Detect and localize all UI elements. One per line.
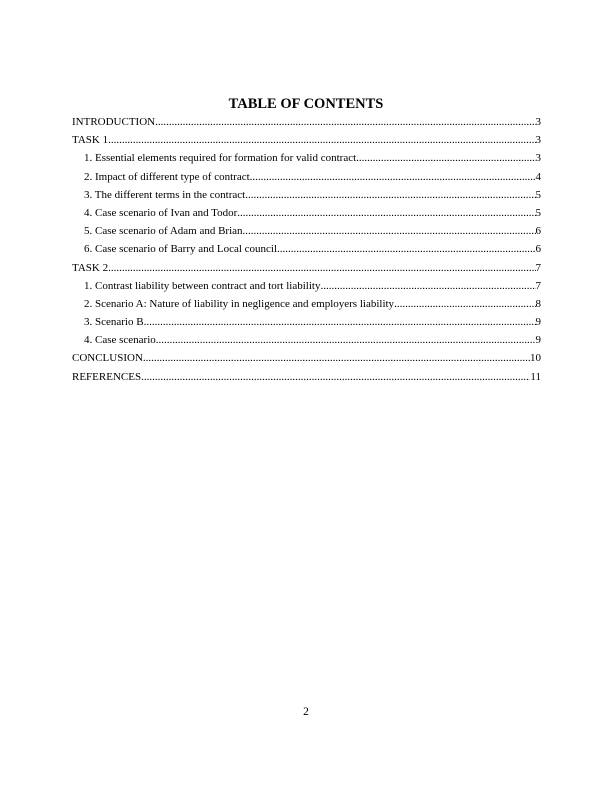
- toc-entry[interactable]: [72, 313, 541, 331]
- toc-entry-page: 10: [530, 352, 541, 365]
- toc-entry-page: 3: [535, 134, 541, 147]
- toc-entry-label: 2. Scenario A: Nature of liability in negligence and employers liability: [84, 297, 395, 310]
- toc-entry[interactable]: [72, 368, 541, 386]
- toc-entry[interactable]: [72, 295, 541, 313]
- toc-entry-label: 3. Scenario B: [84, 316, 144, 329]
- toc-dot-leader: [245, 186, 535, 204]
- page-number: 2: [303, 706, 309, 718]
- toc-dot-leader: [394, 295, 535, 313]
- toc-entry-page: 7: [535, 261, 541, 274]
- toc-dot-leader: [144, 313, 536, 331]
- toc-entry[interactable]: [72, 240, 541, 258]
- toc-dot-leader: [141, 368, 530, 386]
- toc-entry-page: 7: [535, 279, 541, 292]
- toc-entry-label: INTRODUCTION: [72, 116, 156, 128]
- toc-dot-leader: [156, 331, 536, 349]
- toc-entry[interactable]: [72, 277, 541, 295]
- toc-entry-page: 6: [535, 243, 541, 256]
- toc-entry[interactable]: [72, 259, 541, 277]
- toc-entry-label: REFERENCES: [72, 370, 142, 383]
- toc-entry[interactable]: [72, 186, 541, 204]
- toc-entry-label: 4. Case scenario of Ivan and Todor: [84, 206, 238, 219]
- toc-dot-leader: [108, 259, 535, 277]
- toc-entry-label: TASK 2: [72, 261, 109, 274]
- toc-entry[interactable]: [72, 222, 541, 240]
- toc-entry-page: 8: [535, 297, 541, 310]
- toc-entry[interactable]: [72, 149, 541, 167]
- toc-dot-leader: [108, 131, 535, 149]
- toc-entry-page: 5: [535, 206, 541, 219]
- page-title: TABLE OF CONTENTS: [228, 96, 384, 112]
- toc-entry-label: 4. Case scenario: [84, 334, 156, 347]
- toc-entry-page: 3: [535, 152, 541, 165]
- toc-entry-label: 1. Essential elements required for formation for valid contract: [84, 152, 357, 165]
- toc-entry-page: 5: [535, 188, 541, 201]
- toc-entry-label: 2. Impact of different type of contract: [84, 170, 250, 183]
- toc-entry-label: 5. Case scenario of Adam and Brian: [84, 225, 243, 238]
- toc-entry-label: 6. Case scenario of Barry and Local council: [84, 243, 278, 256]
- toc-entry[interactable]: [72, 131, 541, 149]
- toc-entry-page: 6: [535, 225, 541, 238]
- toc-entry[interactable]: [72, 168, 541, 186]
- toc-entry[interactable]: [72, 113, 541, 131]
- table-of-contents: [72, 113, 541, 386]
- toc-dot-leader: [320, 277, 535, 295]
- toc-entry-page: 9: [535, 334, 541, 347]
- toc-entry-label: 1. Contrast liability between contract and tort liability: [84, 279, 321, 292]
- toc-entry[interactable]: [72, 349, 541, 367]
- toc-entry-page: 11: [530, 370, 541, 383]
- toc-dot-leader: [277, 240, 535, 258]
- toc-dot-leader: [237, 204, 535, 222]
- toc-entry-label: 3. The different terms in the contract: [84, 188, 246, 201]
- toc-entry[interactable]: [72, 331, 541, 349]
- toc-dot-leader: [356, 149, 535, 167]
- toc-entry[interactable]: [72, 204, 541, 222]
- toc-dot-leader: [250, 168, 536, 186]
- toc-entry-page: 3: [535, 116, 541, 128]
- toc-dot-leader: [155, 113, 535, 131]
- toc-entry-label: CONCLUSION: [72, 352, 143, 365]
- toc-entry-page: 9: [535, 316, 541, 329]
- toc-entry-label: TASK 1: [72, 134, 109, 147]
- toc-entry-page: 4: [535, 170, 541, 183]
- toc-dot-leader: [143, 349, 530, 367]
- toc-dot-leader: [243, 222, 536, 240]
